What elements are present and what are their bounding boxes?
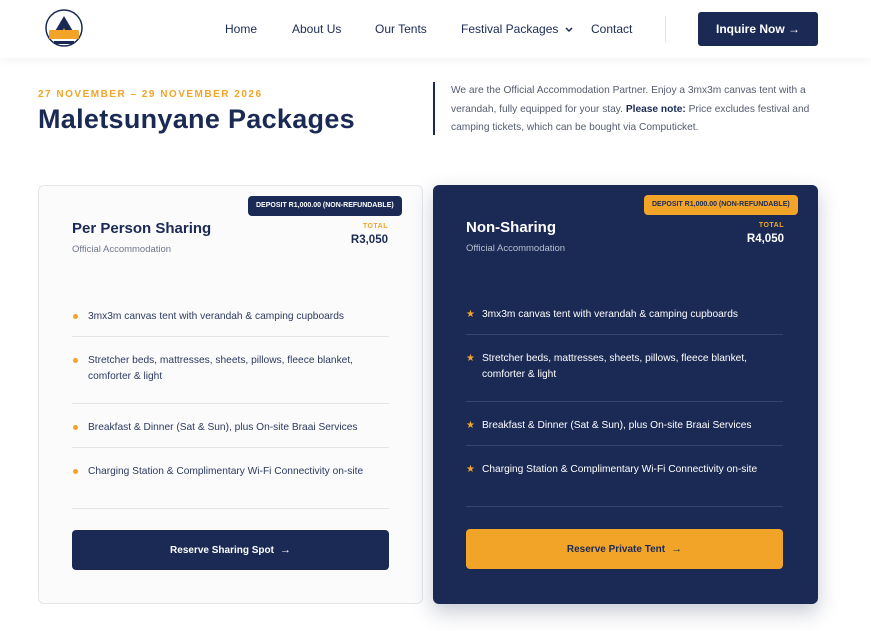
intro-note-label: Please note: — [625, 103, 686, 115]
page-title: Maletsunyane Packages — [38, 104, 355, 134]
total-label: TOTAL — [758, 222, 784, 229]
package-subtitle: Official Accommodation — [466, 243, 566, 254]
total-price: R4,050 — [746, 233, 784, 245]
list-item — [466, 297, 783, 335]
feature-text: 3mx3m canvas tent with verandah & camping cupboards — [88, 311, 344, 322]
star-icon: ★ — [466, 420, 475, 431]
intro-text-end: Price excludes festival and camping tickets, which can be bought via Computicket. — [451, 103, 810, 133]
package-subtitle: Official Accommodation — [72, 244, 172, 255]
arrow-right-icon: → — [671, 543, 683, 555]
star-icon: ★ — [466, 309, 475, 320]
chevron-down-icon — [565, 27, 573, 33]
nav-our-tents[interactable]: Our Tents — [375, 22, 427, 36]
camping-logo[interactable] — [45, 8, 83, 48]
list-item — [72, 404, 389, 448]
reserve-private-tent-button[interactable] — [466, 529, 783, 569]
inquire-now-button[interactable]: Inquire Now → — [698, 12, 818, 46]
list-item — [72, 299, 389, 337]
bullet-dot-icon — [73, 425, 78, 430]
feature-text: Charging Station & Complimentary Wi-Fi Connectivity on-site — [482, 464, 758, 475]
list-item — [466, 446, 783, 507]
list-item — [466, 402, 783, 446]
feature-list — [72, 299, 389, 509]
list-item — [72, 337, 389, 404]
list-item — [72, 448, 389, 509]
total-price: R3,050 — [350, 234, 388, 246]
feature-text: Stretcher beds, mattresses, sheets, pillows, fleece blanket, comforter & light — [88, 355, 353, 382]
nav-about-us[interactable]: About Us — [292, 22, 342, 36]
feature-text: Breakfast & Dinner (Sat & Sun), plus On-site Braai Services — [482, 420, 752, 431]
feature-text: 3mx3m canvas tent with verandah & camping cupboards — [482, 309, 738, 320]
bullet-dot-icon — [73, 314, 78, 319]
intro-text — [451, 82, 821, 138]
reserve-sharing-spot-button[interactable] — [72, 530, 389, 570]
event-dates: 27 NOVEMBER – 29 NOVEMBER 2026 — [38, 89, 263, 100]
total-label: TOTAL — [362, 223, 388, 230]
package-title: Per Person Sharing — [72, 220, 212, 237]
nav-home[interactable]: Home — [225, 22, 258, 36]
deposit-badge: DEPOSIT R1,000.00 (NON-REFUNDABLE) — [248, 196, 402, 216]
star-icon: ★ — [466, 353, 475, 364]
bullet-dot-icon — [73, 358, 78, 363]
feature-text: Charging Station & Complimentary Wi-Fi Connectivity on-site — [88, 466, 364, 477]
nav-divider — [665, 16, 666, 42]
nav-contact[interactable]: Contact — [591, 22, 633, 36]
button-label: Reserve Sharing Spot — [170, 544, 274, 556]
package-card-sharing — [38, 185, 423, 604]
nav-festival-packages[interactable] — [461, 22, 573, 36]
arrow-right-icon: → — [279, 544, 291, 556]
intro-text-start: We are the Official Accommodation Partner. Enjoy a 3mx3m canvas tent with a verandah, fully equipped for your stay. — [451, 85, 806, 115]
intro-accent-bar — [433, 82, 435, 135]
package-card-non-sharing — [433, 185, 818, 604]
bullet-dot-icon — [73, 469, 78, 474]
feature-list — [466, 297, 783, 507]
package-title: Non-Sharing — [466, 219, 556, 236]
list-item — [466, 335, 783, 402]
star-icon: ★ — [466, 464, 475, 475]
feature-text: Breakfast & Dinner (Sat & Sun), plus On-site Braai Services — [88, 422, 358, 433]
nav-festival-packages-label: Festival Packages — [461, 22, 559, 36]
deposit-badge: DEPOSIT R1,000.00 (NON-REFUNDABLE) — [644, 195, 798, 215]
feature-text: Stretcher beds, mattresses, sheets, pillows, fleece blanket, comforter & light — [482, 353, 747, 380]
button-label: Reserve Private Tent — [566, 543, 666, 555]
site-header — [0, 0, 871, 58]
